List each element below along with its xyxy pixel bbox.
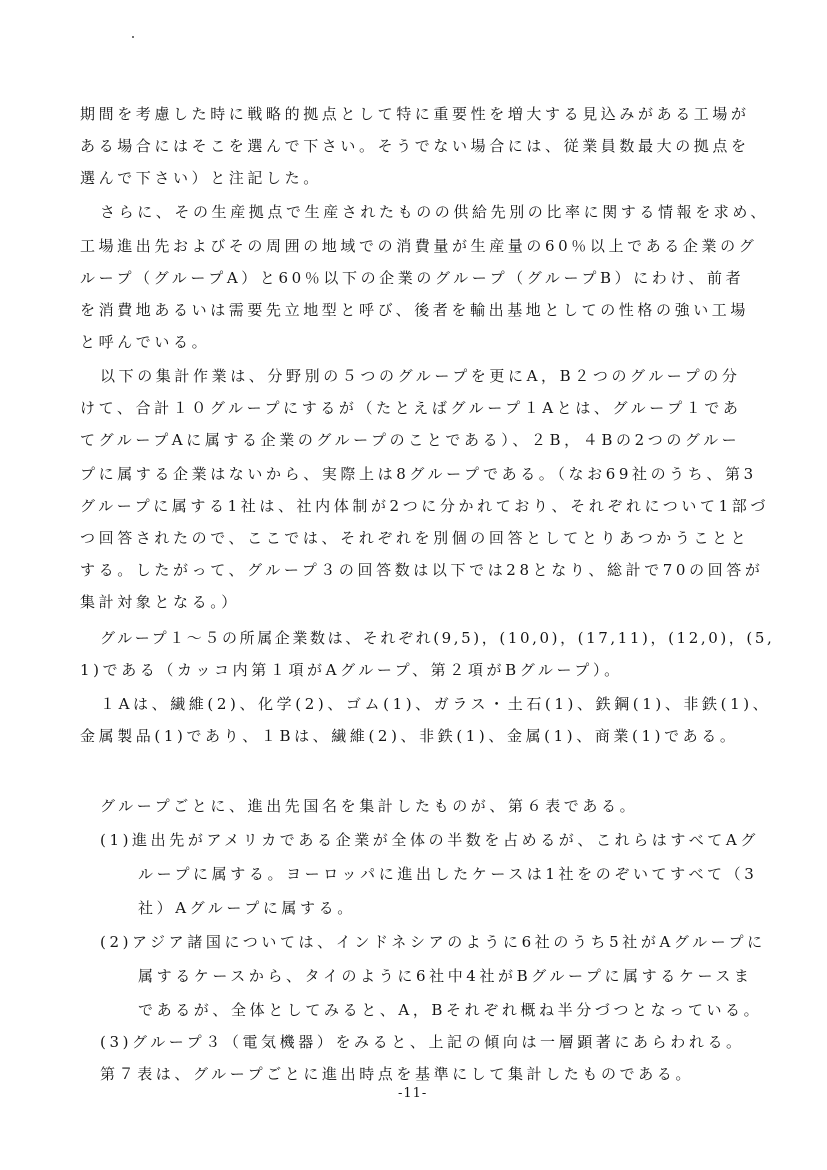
text-line: 1)である（カッコ内第１項がAグループ、第２項がBグループ）。: [80, 661, 623, 679]
text-line: グループ１～５の所属企業数は、それぞれ(9,5)，(10,0)，(17,11)，(12,0)，(5,: [100, 629, 775, 647]
list-item-line: 社）Aグループに属する。: [138, 899, 356, 917]
page-number: -11-: [398, 1086, 428, 1101]
list-item-line: 属するケースから、タイのように6社中4社がBグループに属するケースま: [138, 967, 753, 985]
text-line: けて、合計１０グループにするが（たとえばグループ１Aとは、グループ１であ: [80, 399, 742, 417]
text-line: てグループAに属する企業のグループのことである）、２B，４Bの2つのグルー: [80, 431, 741, 449]
text-line: を消費地あるいは需要先立地型と呼び、後者を輸出基地としての性格の強い工場: [80, 301, 750, 319]
list-item-line: ループに属する。ヨーロッパに進出したケースは1社をのぞいてすべて（3: [138, 865, 758, 883]
text-line: と呼んでいる。: [80, 333, 211, 351]
list-item-line: であるが、全体としてみると、A，Bそれぞれ概ね半分づつとなっている。: [138, 1001, 763, 1019]
text-line: ループ（グループA）と60％以下の企業のグループ（グループB）にわけ、前者: [80, 269, 745, 287]
scan-speck: [132, 36, 134, 38]
text-line: ある場合にはそこを選んで下さい。そうでない場合には、従業員数最大の拠点を: [80, 137, 750, 155]
text-line: 集計対象となる。）: [80, 593, 240, 611]
text-line: 工場進出先およびその周囲の地域での消費量が生産量の60％以上である企業のグ: [80, 237, 758, 255]
list-item-line: (2)アジア諸国については、インドネシアのように6社のうち5社がAグループに: [100, 933, 766, 951]
text-line: グループごとに、進出先国名を集計したものが、第６表である。: [100, 797, 639, 815]
list-item-line: (3)グループ３（電気機器）をみると、上記の傾向は一層顕著にあらわれる。: [100, 1033, 745, 1051]
text-line: グループに属する1社は、社内体制が2つに分かれており、それぞれについて1部づ: [80, 497, 769, 515]
list-item-line: (1)進出先がアメリカである企業が全体の半数を占めるが、これらはすべてAグ: [100, 831, 759, 849]
text-line: 以下の集計作業は、分野別の５つのグループを更にA，B２つのグループの分: [100, 367, 741, 385]
text-line: 第７表は、グループごとに進出時点を基準にして集計したものである。: [100, 1065, 695, 1083]
text-line: する。したがって、グループ３の回答数は以下では28となり、総計で70の回答が: [80, 561, 764, 579]
text-line: １Aは、繊維(2)、化学(2)、ゴム(1)、ガラス・土石(1)、鉄鋼(1)、非鉄(1)、: [100, 695, 772, 713]
text-line: 期間を考慮した時に戦略的拠点として特に重要性を増大する見込みがある工場が: [80, 105, 750, 123]
text-line: つ回答されたので、ここでは、それぞれを別個の回答としてとりあつかうことと: [80, 529, 750, 547]
text-line: さらに、その生産拠点で生産されたものの供給先別の比率に関する情報を求め、: [100, 203, 770, 221]
text-line: 金属製品(1)であり、１Bは、繊維(2)、非鉄(1)、金属(1)、商業(1)である。: [80, 727, 739, 745]
text-line: プに属する企業はないから、実際上は8グループである。（なお69社のうち、第3: [80, 465, 757, 483]
text-line: 選んで下さい）と注記した。: [80, 169, 322, 187]
